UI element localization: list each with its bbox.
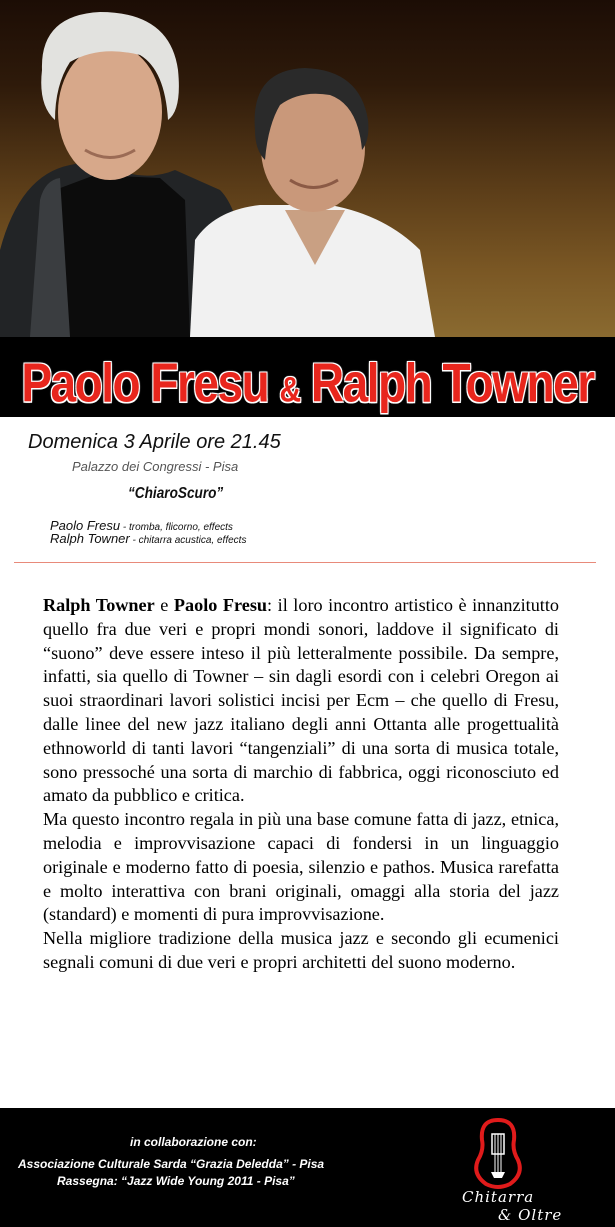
event-venue: Palazzo dei Congressi - Pisa [72, 459, 239, 474]
credit-line [50, 531, 246, 546]
logo-text: Chitarra [462, 1188, 535, 1206]
paragraph: Nella migliore tradizione della musica jazz e secondo gli ecumenici segnali comuni di due veri e propri architetti del suono moderno. [43, 928, 559, 972]
paragraph: Ma questo incontro regala in più una base comune fatta di jazz, etnica, melodia e improvvisazione capaci di fondersi in un linguaggio originale e moderno fatto di poesia, silenzio e pathos. Musica rarefatta e molto interattiva con brani originali, omaggi alla storia del jazz (standard) e momenti di pura improvvisazione. [43, 809, 559, 925]
title-artist-2: Ralph Towner [310, 352, 594, 414]
artist-name: Paolo Fresu [173, 595, 268, 615]
title-ampersand: & [279, 371, 300, 410]
credit-name: Paolo Fresu [50, 518, 121, 533]
paragraph-text: : il loro incontro artistico è innanzitutto quello fra due veri e propri mondi sonori, laddove il significato di “suono” deve essere inteso il più letteralmente possibile. Da sempre, infatti, sia quello di Towner – sin dagli esordi con i celebri Oregon ai suoi straordinari lavori solistici incisi per Ecm – che quello di Fresu, dalle linee del new jazz italiano degli anni Ottanta alle progettualità ethnoworld di tanti lavori “tangenziali” di una sorta di musica totale, sono pressoché una sorta di marchio di fabbrica, oggi riconosciuto ed amato da pubblico e critica. [43, 595, 559, 806]
title-artist-1: Paolo Fresu [21, 352, 269, 414]
description-text [43, 594, 559, 975]
event-show-title: “ChiaroScuro” [128, 485, 224, 502]
header-photo [0, 0, 615, 337]
connector-text: e [154, 595, 174, 615]
artist-name: Ralph Towner [43, 595, 155, 615]
credit-name: Ralph Towner [50, 531, 130, 546]
collaboration-label: in collaborazione con: [130, 1135, 257, 1149]
event-date-time: Domenica 3 Aprile ore 21.45 [28, 431, 281, 453]
logo-text: & Oltre [498, 1206, 563, 1224]
divider [14, 562, 596, 563]
musicians-photo-illustration [0, 0, 615, 337]
page-title [0, 351, 615, 415]
guitar-logo-icon [458, 1112, 538, 1192]
association-name: Associazione Culturale Sarda “Grazia Deledda” - Pisa [18, 1157, 325, 1171]
credit-role: - tromba, flicorno, effects [120, 522, 233, 533]
credit-role: - chitarra acustica, effects [129, 535, 247, 546]
paragraph [43, 594, 559, 808]
festival-name: Rassegna: “Jazz Wide Young 2011 - Pisa” [57, 1174, 295, 1188]
